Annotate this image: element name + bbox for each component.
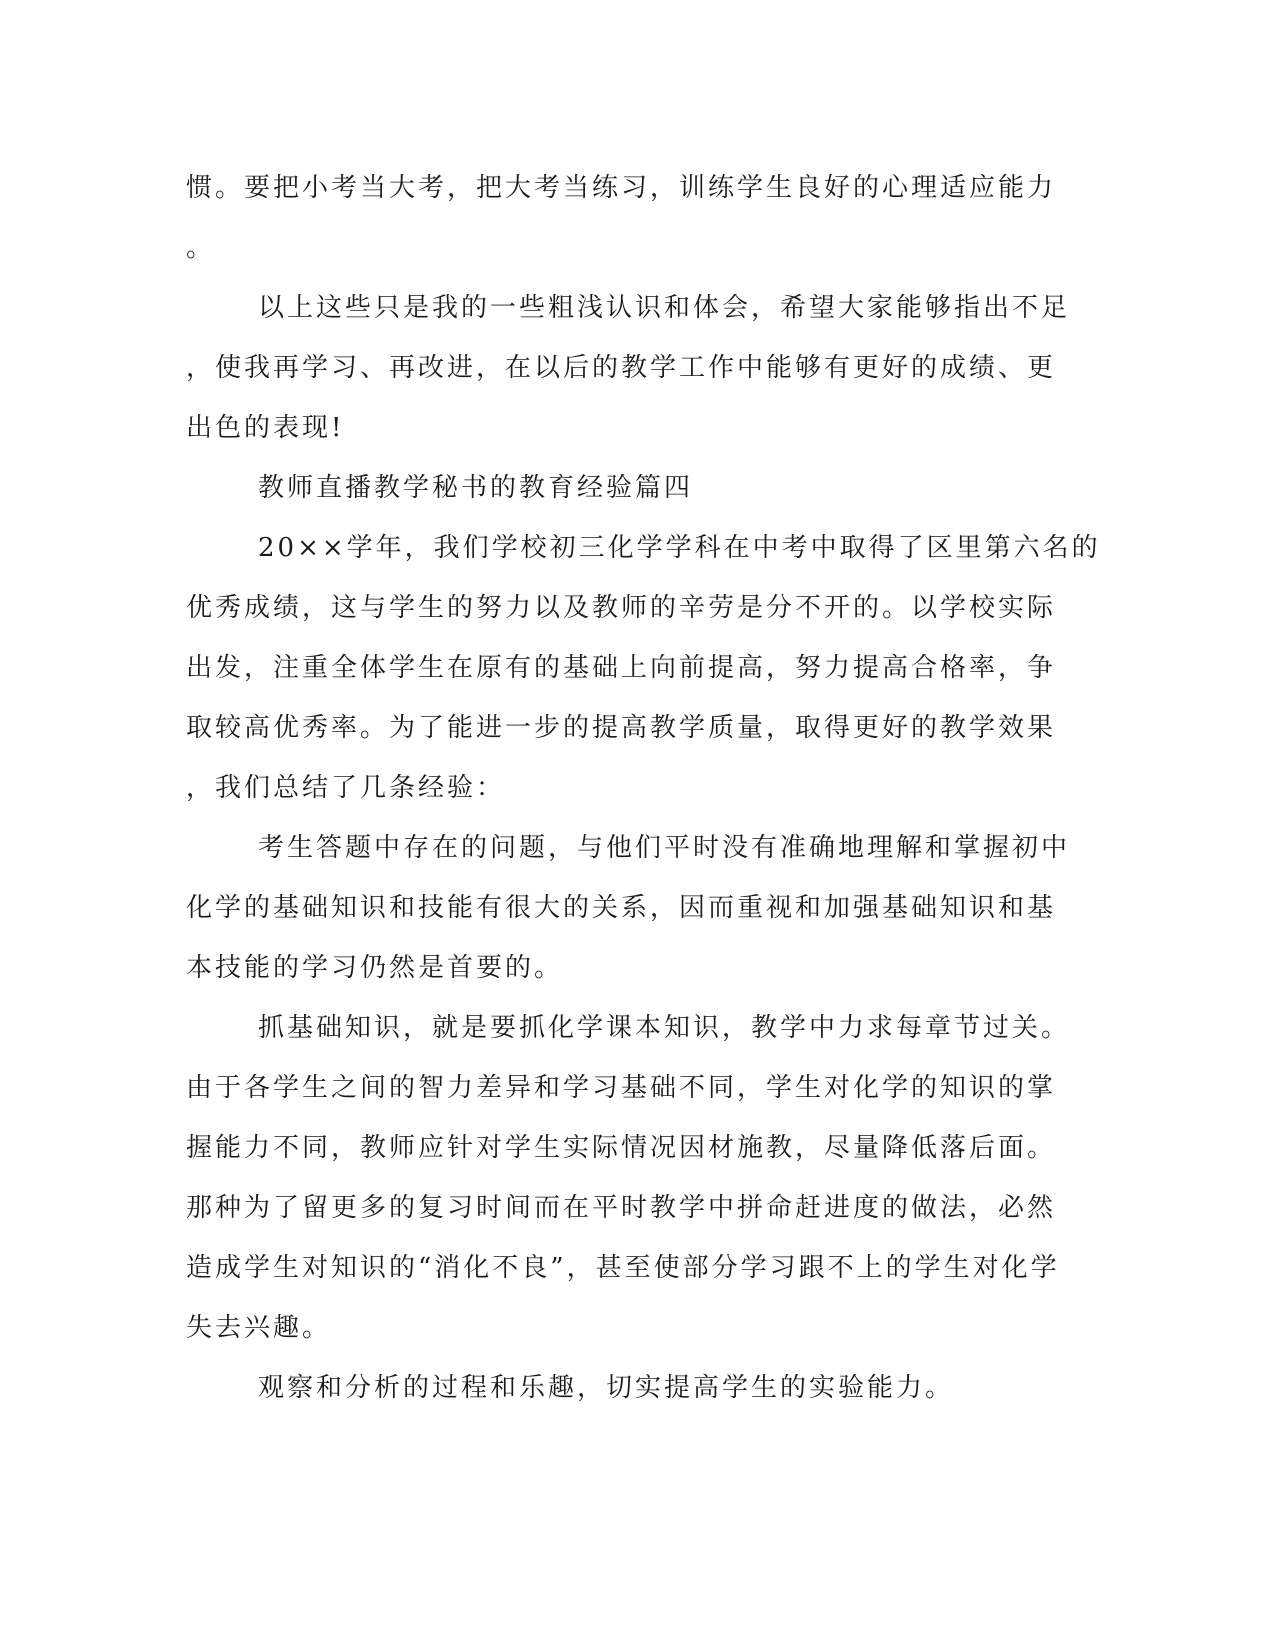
text-line: 以上这些只是我的一些粗浅认识和体会，希望大家能够指出不足 [258, 293, 1071, 323]
text-line: 考生答题中存在的问题，与他们平时没有准确地理解和掌握初中 [258, 833, 1071, 863]
text-line: 惯。要把小考当大考，把大考当练习，训练学生良好的心理适应能力 [186, 173, 1057, 203]
text-line: 出发，注重全体学生在原有的基础上向前提高，努力提高合格率，争 [186, 653, 1057, 683]
text-line: 观察和分析的过程和乐趣，切实提高学生的实验能力。 [258, 1373, 955, 1403]
text-line: 取较高优秀率。为了能进一步的提高教学质量，取得更好的教学效果 [186, 713, 1057, 743]
text-line: 。 [186, 233, 216, 263]
text-line: 那种为了留更多的复习时间而在平时教学中拼命赶进度的做法，必然 [186, 1193, 1057, 1223]
text-line: 握能力不同，教师应针对学生实际情况因材施教，尽量降低落后面。 [186, 1133, 1057, 1163]
text-line: 由于各学生之间的智力差异和学习基础不同，学生对化学的知识的掌 [186, 1073, 1057, 1103]
text-line: 本技能的学习仍然是首要的。 [186, 953, 564, 983]
text-line: 造成学生对知识的“消化不良”，甚至使部分学习跟不上的学生对化学 [186, 1253, 1060, 1283]
text-line: 优秀成绩，这与学生的努力以及教师的辛劳是分不开的。以学校实际 [186, 593, 1057, 623]
text-line: ，使我再学习、再改进，在以后的教学工作中能够有更好的成绩、更 [186, 353, 1057, 383]
text-line: 20××学年，我们学校初三化学学科在中考中取得了区里第六名的 [258, 533, 1101, 563]
text-line: 教师直播教学秘书的教育经验篇四 [258, 473, 694, 503]
text-line: 化学的基础知识和技能有很大的关系，因而重视和加强基础知识和基 [186, 893, 1057, 923]
text-line: 失去兴趣。 [186, 1313, 332, 1343]
text-line: ，我们总结了几条经验： [186, 773, 506, 803]
text-line: 出色的表现! [186, 413, 345, 443]
text-line: 抓基础知识，就是要抓化学课本知识，教学中力求每章节过关。 [258, 1013, 1071, 1043]
document-body [186, 158, 1101, 1418]
